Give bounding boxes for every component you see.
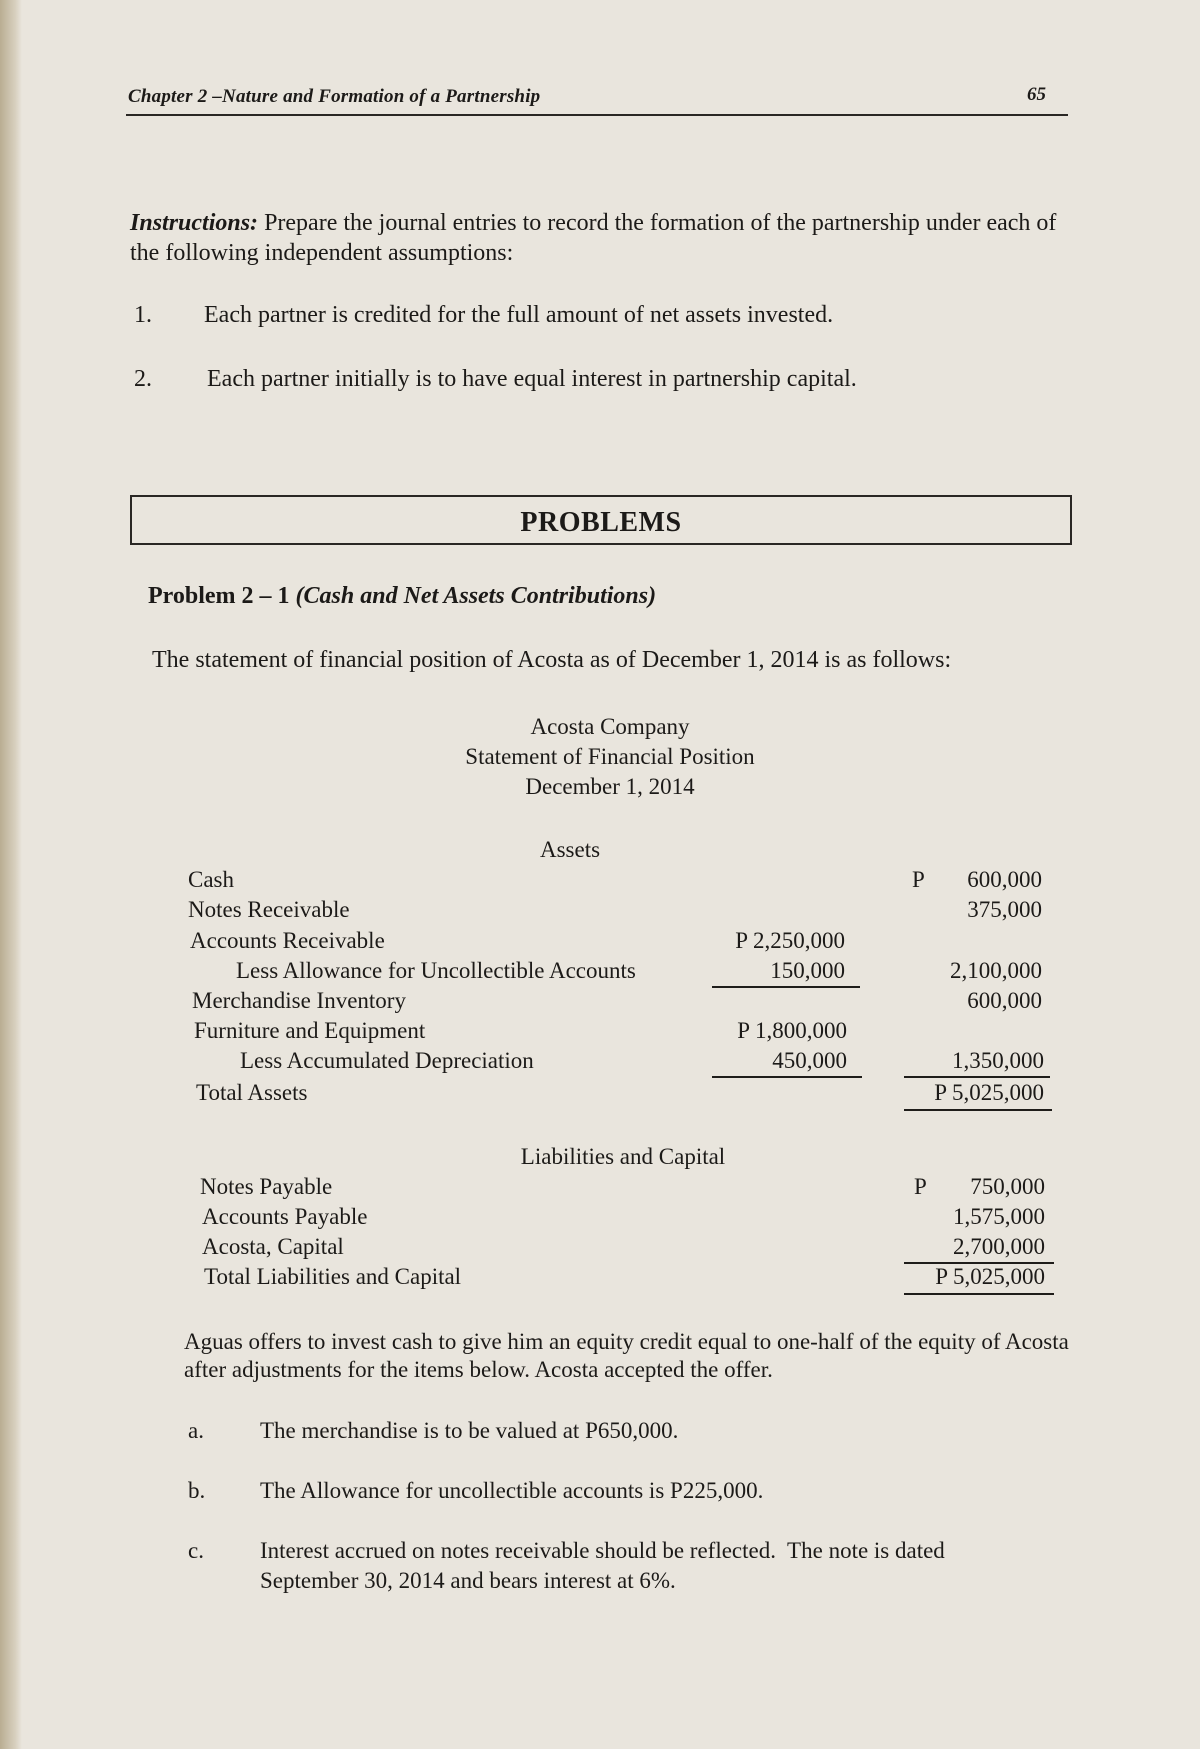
notes-receivable-amount: 375,000 [967,897,1042,922]
depreciation-underline [712,1076,862,1078]
inventory-amount: 600,000 [967,988,1042,1013]
closing-paragraph: Aguas offers to invest cash to give him an equity credit equal to one-half of the equity of Acosta after adjustments for the items below. Acosta accepted the offer. [184,1329,1069,1382]
page-number: 65 [1027,84,1046,105]
accounts-receivable-net: 2,100,000 [950,958,1042,983]
item-text-continued: September 30, 2014 and bears interest at 6%. [260,1568,676,1593]
statement-title: Statement of Financial Position [465,744,755,769]
item-text: The merchandise is to be valued at P650,000. [260,1418,679,1443]
notes-payable-currency: P [914,1174,927,1199]
total-liabilities-underline [904,1293,1054,1295]
item-text: Interest accrued on notes receivable should be reflected. The note is dated [260,1538,945,1563]
accounts-payable-label: Accounts Payable [202,1204,368,1229]
capital-amount: 2,700,000 [953,1234,1045,1259]
total-assets-underline [904,1109,1052,1111]
page-edge-shadow [0,0,22,1749]
total-assets-label: Total Assets [196,1080,308,1105]
item-letter: c. [188,1538,204,1563]
cash-label: Cash [188,867,234,892]
allowance-underline [712,986,860,988]
item-number: 2. [134,366,152,392]
item-letter: a. [188,1418,204,1443]
accounts-receivable-gross: P 2,250,000 [735,928,845,953]
furniture-net: 1,350,000 [952,1048,1044,1073]
item-text: Each partner initially is to have equal interest in partnership capital. [207,366,857,392]
allowance-deduction: 150,000 [770,958,845,983]
problem-subtitle: (Cash and Net Assets Contributions) [295,583,657,609]
item-text: Each partner is credited for the full amount of net assets invested. [204,302,834,328]
notes-payable-amount: 750,000 [970,1174,1045,1199]
depreciation-label: Less Accumulated Depreciation [240,1048,534,1073]
accounts-payable-amount: 1,575,000 [953,1204,1045,1229]
net-underline [904,1076,1050,1078]
instructions-paragraph [130,208,1090,268]
problem-title [148,583,656,610]
item-letter: b. [188,1478,206,1503]
inventory-label: Merchandise Inventory [192,988,406,1013]
instructions-lead: Instructions: [130,210,259,236]
total-liabilities-amount: P 5,025,000 [935,1264,1045,1289]
chapter-header: Chapter 2 –Nature and Formation of a Partnership [128,86,541,107]
furniture-gross: P 1,800,000 [737,1018,847,1043]
notes-payable-label: Notes Payable [200,1174,333,1199]
cash-amount: 600,000 [967,867,1042,892]
header-rule [126,114,1068,116]
statement-date: December 1, 2014 [525,774,695,799]
problems-heading: PROBLEMS [520,507,682,538]
problems-banner [130,495,1072,545]
total-liabilities-label: Total Liabilities and Capital [204,1264,462,1289]
notes-receivable-label: Notes Receivable [188,897,350,922]
cash-currency: P [912,867,925,892]
problem-intro: The statement of financial position of Acosta as of December 1, 2014 is as follows: [152,647,952,673]
assets-heading: Assets [539,837,601,862]
capital-label: Acosta, Capital [202,1234,344,1259]
problem-number: Problem 2 – 1 [148,583,290,609]
item-number: 1. [134,302,152,328]
instructions-text: Prepare the journal entries to record the formation of the partnership under each of the following independent assumptions: [130,210,1057,266]
total-assets-amount: P 5,025,000 [934,1080,1044,1105]
accounts-receivable-label: Accounts Receivable [190,928,385,953]
allowance-label: Less Allowance for Uncollectible Accounts [236,958,636,983]
item-text: The Allowance for uncollectible accounts is P225,000. [260,1478,764,1503]
depreciation-deduction: 450,000 [772,1048,847,1073]
liabilities-heading: Liabilities and Capital [520,1144,726,1169]
furniture-label: Furniture and Equipment [194,1018,426,1043]
statement-company: Acosta Company [530,714,690,739]
